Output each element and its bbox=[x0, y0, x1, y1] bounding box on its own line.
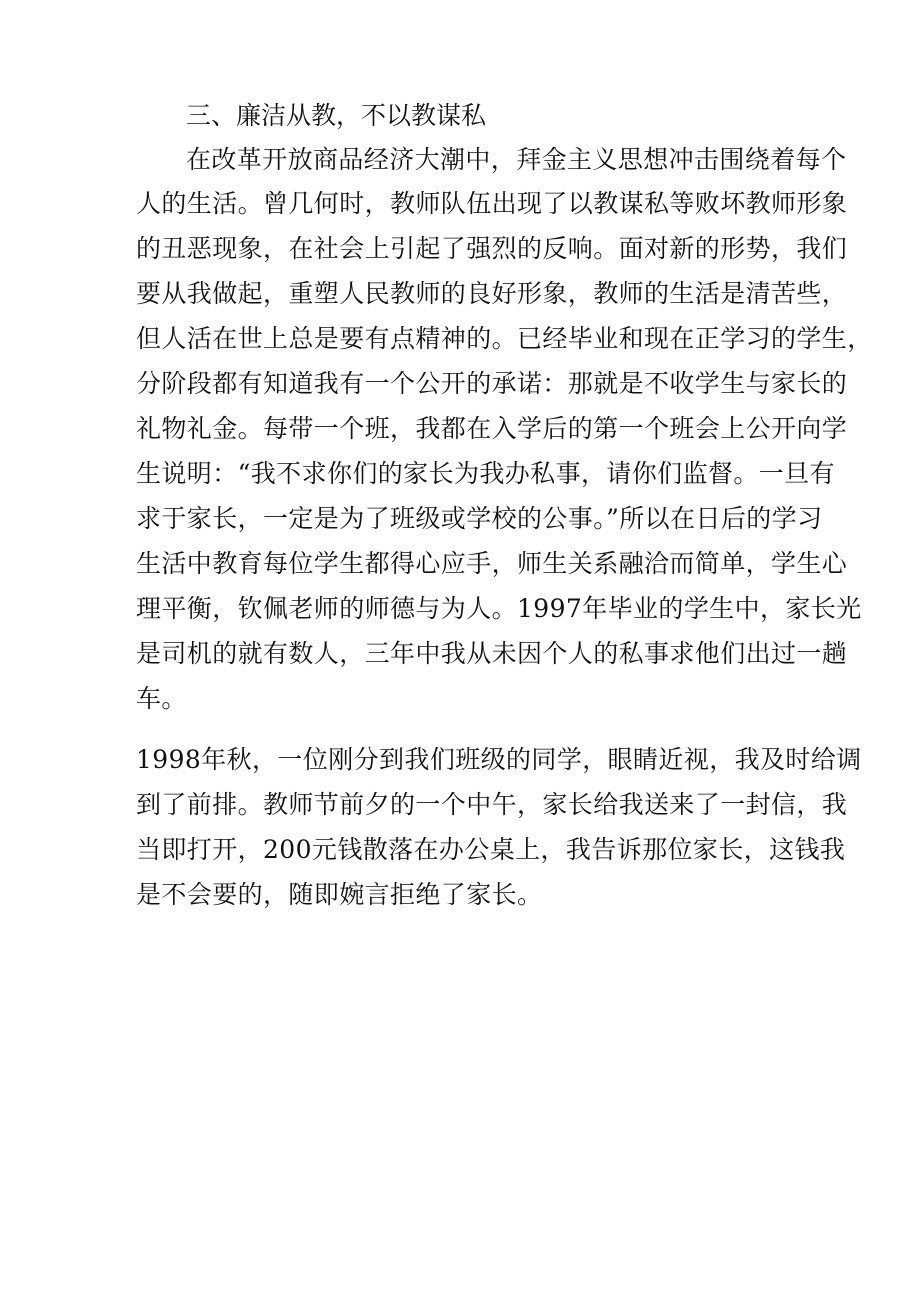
paragraph-line: 是不会要的，随即婉言拒绝了家长。 bbox=[136, 880, 543, 909]
paragraph-line: 当即打开，200元钱散落在办公桌上，我告诉那位家长，这钱我 bbox=[136, 835, 846, 864]
paragraph-line: 生说明：“我不求你们的家长为我办私事，请你们监督。一旦有 bbox=[136, 459, 835, 488]
paragraph-line: 车。 bbox=[136, 684, 187, 713]
paragraph-line: 分阶段都有知道我有一个公开的承诺：那就是不收学生与家长的 bbox=[136, 369, 848, 398]
section-heading: 三、廉洁从教，不以教谋私 bbox=[186, 101, 487, 130]
paragraph-line: 人的生活。曾几何时，教师队伍出现了以教谋私等败坏教师形象 bbox=[136, 189, 848, 218]
paragraph-line: 是司机的就有数人，三年中我从未因个人的私事求他们出过一趟 bbox=[136, 639, 848, 668]
paragraph-line: 1998年秋，一位刚分到我们班级的同学，眼睛近视，我及时给调 bbox=[136, 745, 862, 774]
paragraph-line: 礼物礼金。每带一个班，我都在入学后的第一个班会上公开向学 bbox=[136, 414, 848, 443]
paragraph-line: 求于家长，一定是为了班级或学校的公事。”所以在日后的学习 bbox=[136, 504, 823, 533]
paragraph-line: 生活中教育每位学生都得心应手，师生关系融洽而简单，学生心 bbox=[136, 549, 848, 578]
paragraph-line: 但人活在世上总是要有点精神的。已经毕业和现在正学习的学生， bbox=[136, 324, 873, 353]
paragraph-line: 在改革开放商品经济大潮中，拜金主义思想冲击围绕着每个 bbox=[186, 145, 847, 174]
paragraph-line: 到了前排。教师节前夕的一个中午，家长给我送来了一封信，我 bbox=[136, 790, 848, 819]
paragraph-line: 理平衡，钦佩老师的师德与为人。1997年毕业的学生中，家长光 bbox=[136, 594, 862, 623]
paragraph-line: 的丑恶现象，在社会上引起了强烈的反响。面对新的形势，我们 bbox=[136, 234, 848, 263]
paragraph-line: 要从我做起，重塑人民教师的良好形象，教师的生活是清苦些， bbox=[136, 279, 848, 308]
